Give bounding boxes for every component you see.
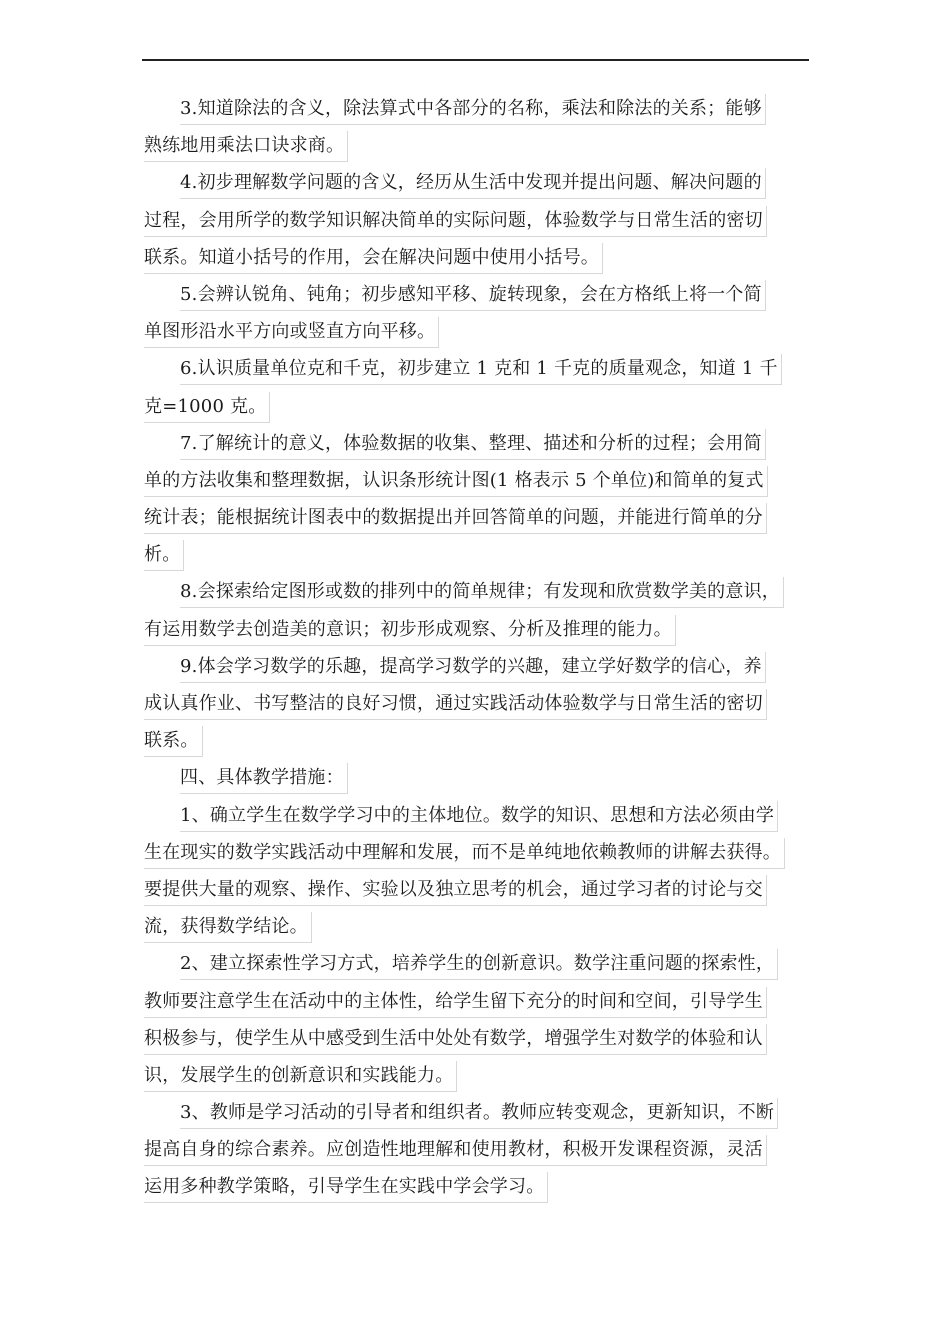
paragraph [144, 573, 809, 647]
line-text: 统计表；能根据统计图表中的数据提出并回答简单的问题，并能进行简单的分 [144, 503, 767, 534]
text-line [144, 648, 809, 685]
text-line [144, 573, 809, 610]
text-line [144, 797, 809, 834]
text-line [144, 685, 809, 722]
line-text: 积极参与，使学生从中感受到生活中处处有数学，增强学生对数学的体验和认 [144, 1024, 767, 1055]
text-line [144, 1020, 809, 1057]
line-text: 3、教师是学习活动的引导者和组织者。教师应转变观念，更新知识，不断 [180, 1098, 778, 1129]
text-line [144, 388, 809, 425]
line-text: 6.认识质量单位克和千克，初步建立 1 克和 1 千克的质量观念，知道 1 千 [180, 354, 782, 385]
paragraph [144, 276, 809, 350]
line-text: 3.知道除法的含义，除法算式中各部分的名称，乘法和除法的关系；能够 [180, 94, 766, 125]
document-body [144, 90, 809, 1206]
text-line [144, 611, 809, 648]
paragraph [144, 759, 809, 796]
paragraph [144, 90, 809, 164]
paragraph [144, 164, 809, 276]
text-line [144, 127, 809, 164]
paragraph [144, 425, 809, 574]
text-line [144, 462, 809, 499]
line-text: 5.会辨认锐角、钝角；初步感知平移、旋转现象，会在方格纸上将一个简 [180, 280, 766, 311]
line-text: 8.会探索给定图形或数的排列中的简单规律；有发现和欣赏数学美的意识， [180, 577, 784, 608]
text-line [144, 202, 809, 239]
line-text: 2、建立探索性学习方式，培养学生的创新意识。数学注重问题的探索性， [180, 949, 778, 980]
line-text: 要提供大量的观察、操作、实验以及独立思考的机会，通过学习者的讨论与交 [144, 875, 767, 906]
paragraph [144, 945, 809, 1094]
line-text: 4.初步理解数学问题的含义，经历从生活中发现并提出问题、解决问题的 [180, 168, 766, 199]
line-text: 提高自身的综合素养。应创造性地理解和使用教材，积极开发课程资源，灵活 [144, 1135, 767, 1166]
text-line [144, 276, 809, 313]
line-text: 克=1000 克。 [144, 392, 270, 423]
text-line [144, 425, 809, 462]
line-text: 识，发展学生的创新意识和实践能力。 [144, 1061, 457, 1092]
line-text: 四、具体教学措施： [180, 763, 348, 794]
line-text: 有运用数学去创造美的意识；初步形成观察、分析及推理的能力。 [144, 615, 676, 646]
text-line [144, 983, 809, 1020]
paragraph [144, 1094, 809, 1206]
text-line [144, 908, 809, 945]
text-line [144, 1168, 809, 1205]
line-text: 成认真作业、书写整洁的良好习惯，通过实践活动体验数学与日常生活的密切 [144, 689, 767, 720]
text-line [144, 90, 809, 127]
line-text: 单的方法收集和整理数据，认识条形统计图(1 格表示 5 个单位)和简单的复式 [144, 466, 768, 497]
text-line [144, 1094, 809, 1131]
line-text: 熟练地用乘法口诀求商。 [144, 131, 348, 162]
line-text: 运用多种教学策略，引导学生在实践中学会学习。 [144, 1172, 548, 1203]
text-line [144, 536, 809, 573]
text-line [144, 871, 809, 908]
line-text: 联系。知道小括号的作用，会在解决问题中使用小括号。 [144, 243, 603, 274]
line-text: 联系。 [144, 726, 203, 757]
line-text: 流，获得数学结论。 [144, 912, 312, 943]
line-text: 7.了解统计的意义，体验数据的收集、整理、描述和分析的过程；会用简 [180, 429, 766, 460]
line-text: 生在现实的数学实践活动中理解和发展，而不是单纯地依赖教师的讲解去获得。 [144, 838, 785, 869]
text-line [144, 1131, 809, 1168]
paragraph [144, 797, 809, 946]
line-text: 1、确立学生在数学学习中的主体地位。数学的知识、思想和方法必须由学 [180, 801, 778, 832]
paragraph [144, 648, 809, 760]
paragraph [144, 350, 809, 424]
header-rule [142, 59, 809, 61]
text-line [144, 164, 809, 201]
text-line [144, 834, 809, 871]
text-line [144, 722, 809, 759]
text-line [144, 350, 809, 387]
text-line [144, 239, 809, 276]
text-line [144, 1057, 809, 1094]
line-text: 9.体会学习数学的乐趣，提高学习数学的兴趣，建立学好数学的信心，养 [180, 652, 766, 683]
text-line [144, 759, 809, 796]
line-text: 教师要注意学生在活动中的主体性，给学生留下充分的时间和空间，引导学生 [144, 987, 767, 1018]
line-text: 过程，会用所学的数学知识解决简单的实际问题，体验数学与日常生活的密切 [144, 206, 767, 237]
text-line [144, 313, 809, 350]
text-line [144, 945, 809, 982]
text-line [144, 499, 809, 536]
line-text: 析。 [144, 540, 184, 571]
line-text: 单图形沿水平方向或竖直方向平移。 [144, 317, 439, 348]
